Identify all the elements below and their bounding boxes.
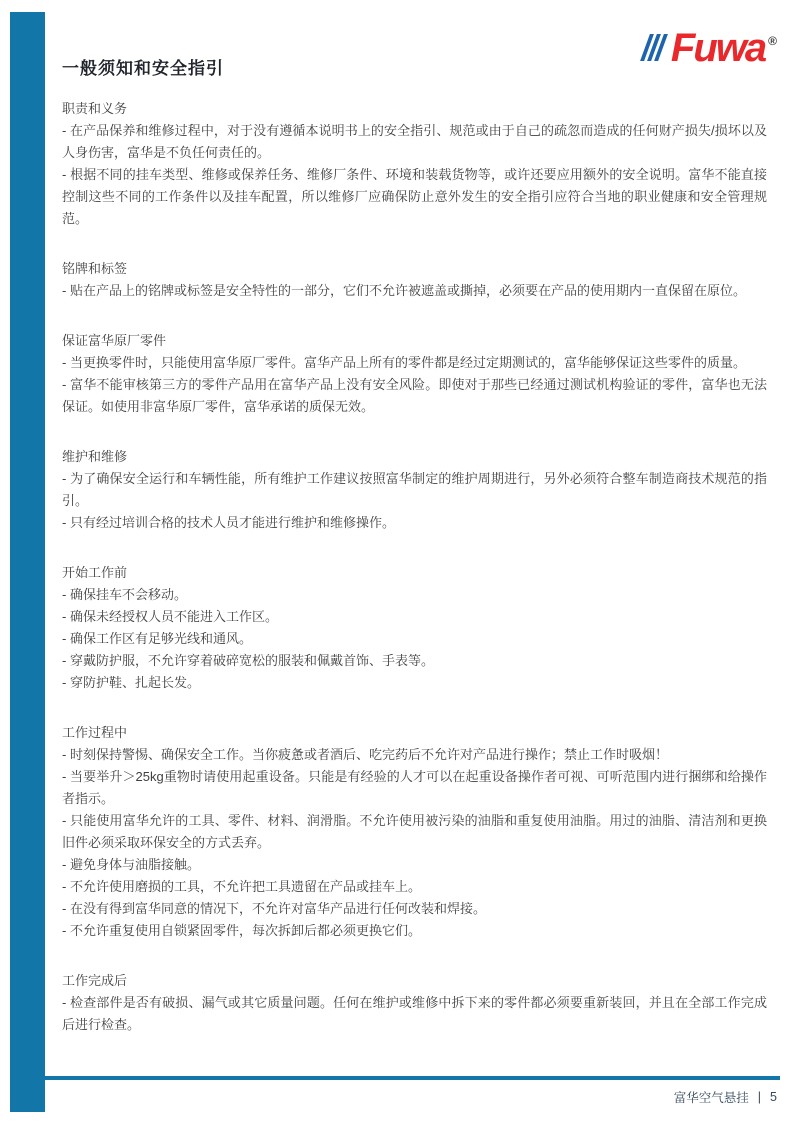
section-items: [62, 120, 767, 230]
section-items: [62, 352, 767, 418]
bullet-item: - 确保未经授权人员不能进入工作区。: [62, 609, 278, 624]
bullet-item: - 穿防护鞋、扎起长发。: [62, 675, 200, 690]
section: [62, 258, 767, 302]
footer-product-name: 富华空气悬挂: [673, 1091, 749, 1105]
bullet-item: - 避免身体与油脂接触。: [62, 857, 200, 872]
logo-wordmark: Fuwa: [670, 26, 766, 70]
bullet-item: - 只能使用富华允许的工具、零件、材料、润滑脂。不允许使用被污染的油脂和重复使用油脂。用过的油脂、清洁剂和更换旧件必须采取环保安全的方式丢弃。: [62, 813, 767, 850]
bullet-item: - 只有经过培训合格的技术人员才能进行维护和维修操作。: [62, 515, 395, 530]
section-items: [62, 468, 767, 534]
logo-stripes-icon: [645, 34, 666, 61]
registered-trademark-icon: ®: [768, 34, 777, 48]
section-items: [62, 744, 767, 942]
bullet-item: - 为了确保安全运行和车辆性能，所有维护工作建议按照富华制定的维护周期进行，另外必须符合整车制造商技术规范的指引。: [62, 471, 767, 508]
section-items: [62, 280, 767, 302]
bullet-item: - 确保挂车不会移动。: [62, 587, 187, 602]
footer-divider: [45, 1076, 780, 1080]
bullet-item: - 根据不同的挂车类型、维修或保养任务、维修厂条件、环境和装载货物等，或许还要应用额外的安全说明。富华不能直接控制这些不同的工作条件以及挂车配置，所以维修厂应确保防止意外发生的安全指引应符合当地的职业健康和安全管理规范。: [62, 167, 767, 226]
section-items: [62, 992, 767, 1036]
section-heading: 铭牌和标签: [62, 261, 128, 276]
bullet-item: - 时刻保持警惕、确保安全工作。当你疲惫或者酒后、吃完药后不允许对产品进行操作；禁止工作时吸烟！: [62, 747, 668, 762]
section-heading: 维护和维修: [62, 449, 128, 464]
fuwa-logo: [645, 26, 777, 70]
footer: [674, 1088, 777, 1106]
bullet-item: - 当更换零件时，只能使用富华原厂零件。富华产品上所有的零件都是经过定期测试的，富华能够保证这些零件的质量。: [62, 355, 746, 370]
bullet-item: - 贴在产品上的铭牌或标签是安全特性的一部分，它们不允许被遮盖或撕掉，必须要在产品的使用期内一直保留在原位。: [62, 283, 746, 298]
bullet-item: - 富华不能审核第三方的零件产品用在富华产品上没有安全风险。即使对于那些已经通过测试机构验证的零件，富华也无法保证。如使用非富华原厂零件，富华承诺的质保无效。: [62, 377, 767, 414]
footer-page-number: 5: [770, 1090, 777, 1104]
bullet-item: - 在没有得到富华同意的情况下，不允许对富华产品进行任何改装和焊接。: [62, 901, 486, 916]
section: [62, 970, 767, 1036]
section-heading: 工作完成后: [62, 973, 128, 988]
bullet-item: - 检查部件是否有破损、漏气或其它质量问题。任何在维护或维修中拆下来的零件都必须要重新装回，并且在全部工作完成后进行检查。: [62, 995, 767, 1032]
bullet-item: - 不允许重复使用自锁紧固零件，每次拆卸后都必须更换它们。: [62, 923, 421, 938]
left-accent-bar: [10, 12, 45, 1112]
sections: [62, 98, 767, 1036]
section: [62, 446, 767, 534]
section-items: [62, 584, 767, 694]
section-heading: 职责和义务: [62, 101, 128, 116]
section: [62, 562, 767, 694]
section-heading: 工作过程中: [62, 725, 128, 740]
footer-separator: |: [757, 1090, 762, 1104]
section: [62, 722, 767, 942]
section-heading: 开始工作前: [62, 565, 128, 580]
section-heading: 保证富华原厂零件: [62, 333, 167, 348]
bullet-item: - 当要举升＞25kg重物时请使用起重设备。只能是有经验的人才可以在起重设备操作者可视、可听范围内进行捆绑和给操作者指示。: [62, 769, 767, 806]
page-title: 一般须知和安全指引: [62, 59, 224, 78]
section: [62, 98, 767, 230]
section: [62, 330, 767, 418]
bullet-item: - 在产品保养和维修过程中，对于没有遵循本说明书上的安全指引、规范或由于自己的疏忽而造成的任何财产损失/损坏以及人身伤害，富华是不负任何责任的。: [62, 123, 767, 160]
bullet-item: - 穿戴防护服，不允许穿着破碎宽松的服装和佩戴首饰、手表等。: [62, 653, 434, 668]
bullet-item: - 确保工作区有足够光线和通风。: [62, 631, 252, 646]
bullet-item: - 不允许使用磨损的工具，不允许把工具遗留在产品或挂车上。: [62, 879, 421, 894]
